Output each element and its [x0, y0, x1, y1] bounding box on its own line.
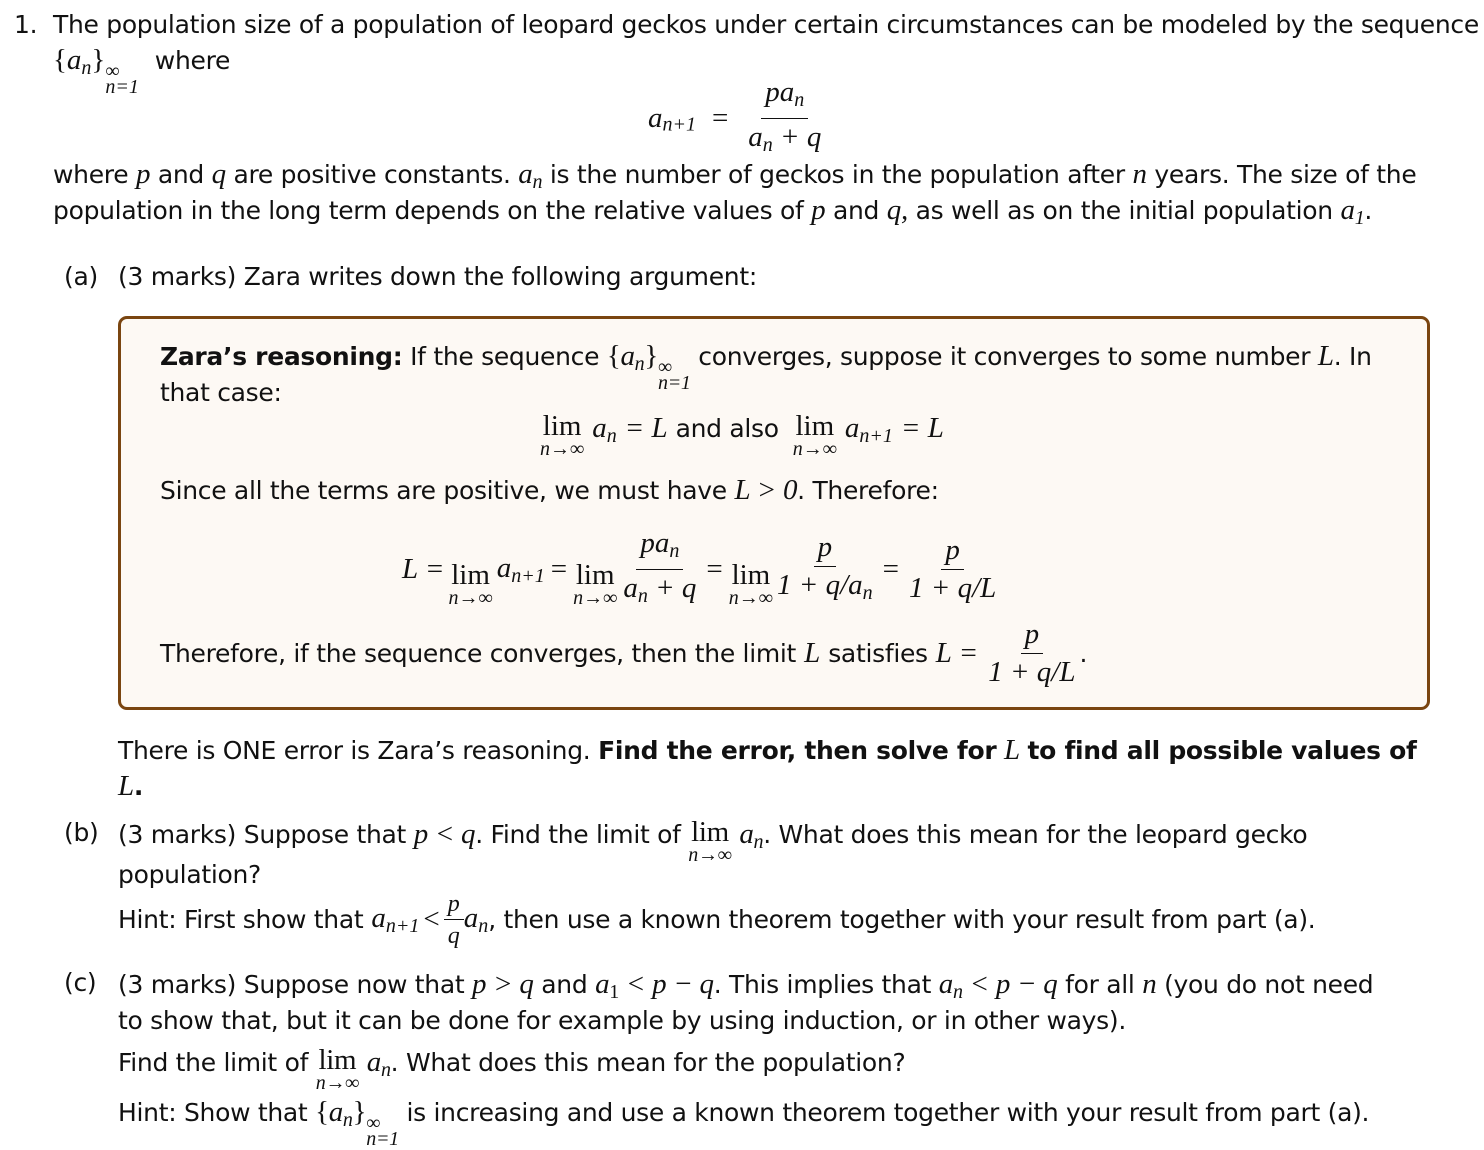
intro-paragraph-line-2: population in the long term depends on the relative values of p and q, as well as on the initial population $a_1$. — [53, 194, 1373, 229]
intro-line-2: $\{a_n\}$ ∞ n=1 where — [53, 44, 231, 98]
part-c-label: (c) — [64, 968, 97, 997]
limit-statement: lim n→∞ $a_n = L$ and also lim n→∞ $a_{n+1} = L$ — [540, 410, 944, 460]
part-b-line-2: population? — [118, 860, 262, 889]
box-line-2: that case: — [160, 378, 282, 407]
box-title: Zara’s reasoning: — [160, 342, 403, 371]
part-b-line-1: (3 marks) Suppose that p < q. Find the limit of lim n→∞ $a_n$. What does this mean for the leopard gecko — [118, 816, 1308, 866]
part-a-label: (a) — [64, 262, 98, 291]
recurrence-equation: $a_{n+1}$ = $\frac{pa_n}{a_n + q}$ — [648, 76, 822, 156]
box-line-3: Since all the terms are positive, we must have L > 0. Therefore: — [160, 474, 939, 506]
part-c-line-2: to show that, but it can be done for example by using induction, or in other ways). — [118, 1006, 1126, 1035]
part-a-text: (3 marks) Zara writes down the following argument: — [118, 262, 757, 291]
part-a-task-line-1: There is ONE error is Zara’s reasoning. Find the error, then solve for L to find all possible values of — [118, 734, 1417, 766]
question-number: 1. — [14, 10, 38, 39]
part-c-line-3: Find the limit of lim n→∞ $a_n$. What does this mean for the population? — [118, 1044, 906, 1094]
part-c-hint: Hint: Show that $\{a_n\}$ ∞ n=1 is increasing and use a known theorem together with your result from part (a). — [118, 1096, 1370, 1150]
part-a-task-line-2: L. — [118, 770, 144, 802]
part-b-hint: Hint: First show that $a_{n+1}$ < $\frac{p}{q}$ $a_n$ , then use a known theorem together with your result from part (a). — [118, 891, 1316, 949]
part-c-line-1: (3 marks) Suppose now that p > q and $a_1 < p - q$. This implies that $a_n < p - q$ for all n (you do not need — [118, 968, 1374, 1003]
part-b-label: (b) — [64, 818, 99, 847]
box-line-1: Zara’s reasoning: If the sequence $\{a_n\}$ ∞ n=1 converges, suppose it converges to some number L. In — [160, 340, 1372, 394]
box-line-4: Therefore, if the sequence converges, then the limit L satisfies L = $\frac{p}{1 + q/L}$ . — [160, 618, 1088, 688]
intro-paragraph-line-1: where p and q are positive constants. $a_n$ is the number of geckos in the population after n years. The size of the — [53, 158, 1417, 193]
intro-line-1: The population size of a population of leopard geckos under certain circumstances can be modeled by the sequence — [53, 10, 1479, 39]
limit-chain-equation: L = lim n→∞ $a_{n+1}$ = lim n→∞ $\frac{pa_n}{a_n + q}$ = lim n→∞ $\frac{p}{1 + q/a_n}$ = $\frac{p}{1 + q/L}$ — [402, 527, 997, 609]
